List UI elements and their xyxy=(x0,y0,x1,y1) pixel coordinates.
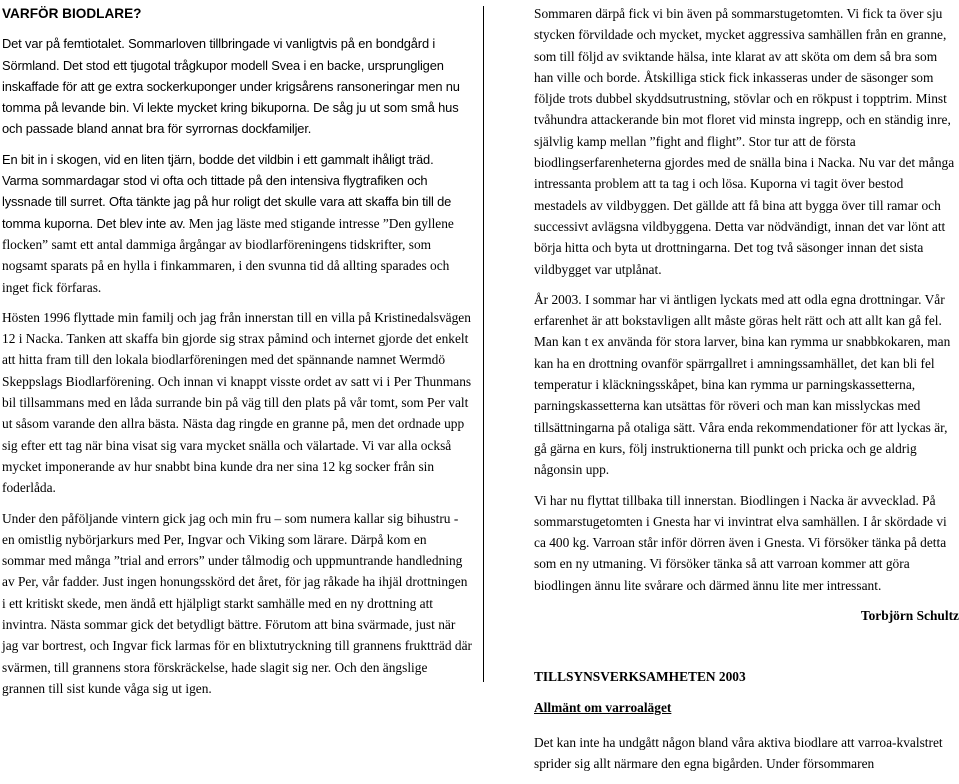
column-divider xyxy=(483,6,484,682)
paragraph-summer-cottage: Sommaren därpå fick vi bin även på sommarstugetomten. Vi fick ta över sju stycken förvildade och mycket, mycket aggressiva samhällen från en granne, som till följd av sviktande hälsa, inte klarat av att sköta om dem så bra som han ville och borde. Åtskilliga stick fick inkasseras under de säsonger som följde trots dubbel skyddsutrustning, stövlar och en rökpust i topptrim. Minst tvåhundra attackerande bin mot floret vid minsta ingrepp, och en ständig inre, självlig kamp mellan ”fight and flight”. Stor tur att de första biodlingserfarenheterna gjordes med de snälla bina i Nacka. Nu var det många intressanta problem att ta tag i och lösa. Kuporna vi tagit över bestod mestadels av vildbyggen. Det gällde att få bina att bygga över till ramar och successivt avlägsna vildbyggena. Detta var nödvändigt, innan det var lönt att börja hitta och byta ut drottningarna. Det tog två säsonger innan det sista vildbygget var utplånat. xyxy=(534,6,955,277)
left-column xyxy=(2,3,472,708)
right-column xyxy=(534,3,959,784)
paragraph-wild-bees-serif: Men jag läste med stigande intresse ”Den gyllene flocken” samt ett antal dammiga årgångar av biodlarföreningens tidskrifter, som nogsamt sparats på en hylla i finkammaren, i den svunna tid då allting sparades och inget fick förfaras. xyxy=(2,215,454,295)
article-title: VARFÖR BIODLARE? xyxy=(2,6,142,21)
paragraph-wild-bees xyxy=(2,149,472,298)
paragraph-beginner-course: Under den påföljande vintern gick jag och min fru – som numera kallar sig bihustru - en omistlig nybörjarkurs med Per, Ingvar och Viking som lärare. Därpå kom en sommar med många ”trial and errors” under tålmodig och uppmuntrande handledning av Per, vår fadder. Just ingen honungsskörd det året, för jag råkade ha ihjäl drottningen i ett kritiskt skede, men ändå ett hjälpligt starkt samhälle med en ny drottning att invintra. Nästa sommar gick det betydligt bättre. Förutom att bina svärmade, just när jag var bortrest, och Ingvar fick larmas för en blixtutryckning till grannens fruktträd där svärmen, till grannens stora förskräckelse, hade slagit sig ner. Och den ängslige grannen till sist kunde våga sig ut igen. xyxy=(2,510,473,696)
author-signature: Torbjörn Schultz xyxy=(860,608,959,624)
section-subtitle: Allmänt om varroaläget xyxy=(534,699,672,715)
paragraph-childhood: Det var på femtiotalet. Sommarloven tillbringade vi vanligtvis på en bondgård i Sörmland. Det stod ett tjugotal trågkupor modell Svea i en backe, ursprungligen inskaffade för att ge extra sockerkuponger under krigsårens ransoneringar men nu tomma på levande bin. Vi lekte mycket kring bikuporna. De såg ju ut som små hus och passade bland annat bra för syrrornas dockfamiljer. xyxy=(2,36,460,137)
paragraph-wild-bees-sans: En bit in i skogen, vid en liten tjärn, bodde det vildbin i ett gammalt ihåligt träd. Varma sommardagar stod vi ofta och tittade på den intensiva flygtrafiken och lyssnade till surret. Ofta tänkte jag på hur roligt det skulle vara att skaffa bin till de tomma kuporna. Det blev inte av. xyxy=(2,151,452,231)
paragraph-moved-back: Vi har nu flyttat tillbaka till innerstan. Biodlingen i Nacka är avvecklad. På sommarstugetomten i Gnesta har vi invintrat elva samhällen. I år skördade vi ca 400 kg. Varroan står inför dörren även i Gnesta. Vi försöker tänka på detta som en ny utmaning. Vi försöker tänka så att varroan kommer att göra biodlingen ännu lite svårare och därmed ännu lite mer intressant. xyxy=(534,492,947,593)
paragraph-varroa: Det kan inte ha undgått någon bland våra aktiva biodlare att varroa-kvalstret sprider sig allt närmare den egna bigården. Under försommaren xyxy=(534,734,943,772)
section-title: TILLSYNSVERKSAMHETEN 2003 xyxy=(534,669,746,685)
paragraph-year-2003: År 2003. I sommar har vi äntligen lyckats med att odla egna drottningar. Vår erfarenhet är att bokstavligen allt måste göras helt rätt och att allt kan gå fel. Man kan t ex använda för stora larver, bina kan rymma ur snabbkokaren, man kan ha en drottning ovanför spärrgallret i amningssamhället, det kan bli fel temperatur i kläckningsskåpet, bina kan rymma ur parningskassetterna, parningskassetterna kan utsättas för röveri och man kan misslyckas med tillsättningarna på otaliga sätt. Våra enda rekommendationer för att lyckas är, gå gärna en kurs, följ instruktionerna till punkt och pricka och ge aldrig någonsin upp. xyxy=(534,291,951,478)
paragraph-nacka-move: Hösten 1996 flyttade min familj och jag från innerstan till en villa på Kristinedalsvägen 12 i Nacka. Tanken att skaffa bin gjorde sig strax påmind och internet gjorde det enkelt att hitta fram till den lokala biodlarföreningen med det spännande namnet Wermdö Skeppslags Biodlarförening. Och innan vi knappt visste ordet av satt vi i Per Thunmans bil tillsammans med en låda surrande bin på väg till den plats på vår tomt, som Per valt ut såsom varande den allra bästa. Nästa dag ringde en granne på, men det ordnade upp sig efter ett tag när bina visat sig vara mycket snälla och välartade. Vi var alla också mycket imponerande av hur snabbt bina kunde dra ner sina 12 kg socker från sin foderlåda. xyxy=(2,309,472,496)
